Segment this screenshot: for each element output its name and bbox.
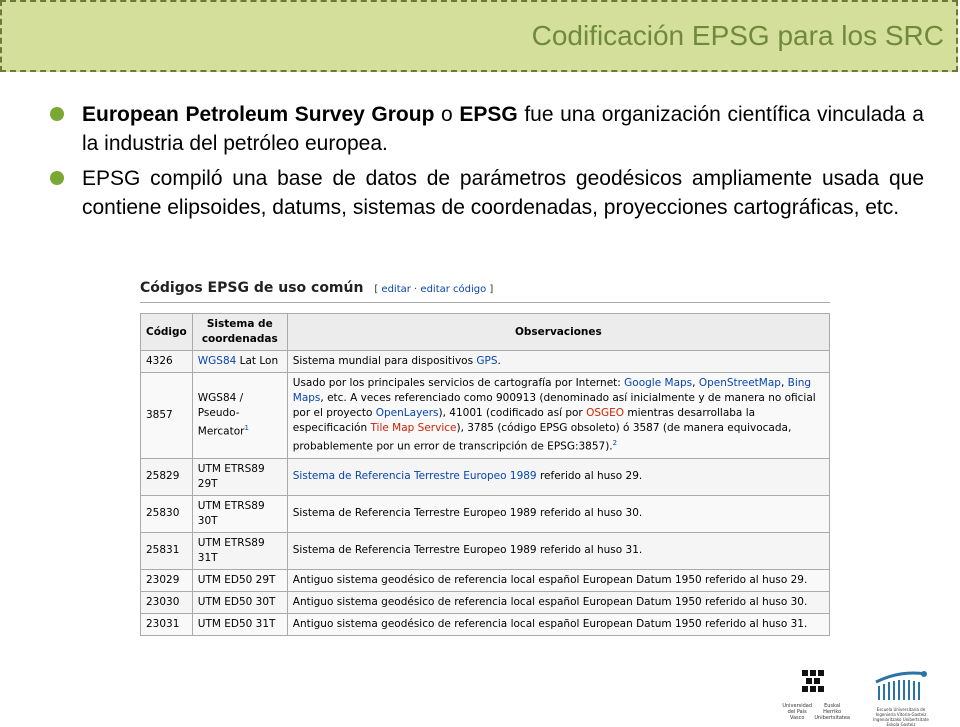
eui-emblem-icon bbox=[870, 668, 932, 702]
cell-text: mientras desarrollaba la especificación bbox=[292, 407, 756, 434]
slide-title: Codificación EPSG para los SRC bbox=[531, 20, 944, 51]
cell-observations: Antiguo sistema geodésico de referencia local español European Datum 1950 referido al huso 29. bbox=[287, 569, 829, 591]
cell-system: UTM ETRS89 29T bbox=[192, 458, 287, 495]
cell-text: Usado por los principales servicios de cartografía por Internet: bbox=[292, 377, 625, 389]
cell-observations: Sistema de Referencia Terrestre Europeo 1989 referido al huso 30. bbox=[287, 495, 829, 532]
footer-logos bbox=[780, 668, 960, 727]
bullet-text: o bbox=[434, 103, 460, 126]
cell-code: 3857 bbox=[141, 373, 193, 459]
edit-bracket: ] bbox=[486, 284, 494, 295]
cell-system: UTM ED50 30T bbox=[192, 591, 287, 613]
srte-1989-link[interactable]: Sistema de Referencia Terrestre Europeo 1989 bbox=[292, 470, 537, 482]
cell-code: 25831 bbox=[141, 532, 193, 569]
upv-name: Universidad del País Vasco bbox=[782, 703, 813, 721]
cell-text: . bbox=[497, 355, 501, 367]
edit-separator: · bbox=[410, 284, 421, 295]
epsg-table bbox=[140, 313, 830, 636]
cell-observations: Sistema de Referencia Terrestre Europeo 1989 referido al huso 31. bbox=[287, 532, 829, 569]
table-row bbox=[141, 373, 830, 459]
bullet-text: EPSG compiló una base de datos de parámetros geodésicos ampliamente usada que contiene elipsoides, datums, sistemas de coordenadas, proyecciones cartográficas, etc. bbox=[82, 167, 924, 219]
cell-text: , bbox=[780, 377, 788, 389]
bullet-bold-term: EPSG bbox=[459, 103, 518, 126]
bullet-list bbox=[48, 100, 924, 228]
upv-ehu-emblem-icon bbox=[780, 668, 850, 698]
cell-code: 25830 bbox=[141, 495, 193, 532]
bullet-dot-icon bbox=[50, 171, 64, 185]
table-header-row bbox=[141, 314, 830, 351]
cell-text: ), 3785 (código EPSG obsoleto) ó 3587 (de manera equivocada, probablemente por un error de transcripción de EPSG:3857). bbox=[292, 422, 792, 453]
bullet-item bbox=[48, 100, 924, 158]
table-row bbox=[141, 351, 830, 373]
ehu-name: Euskal Herriko Unibertsitatea bbox=[814, 703, 850, 721]
cell-code: 23029 bbox=[141, 569, 193, 591]
cell-system: UTM ETRS89 31T bbox=[192, 532, 287, 569]
bullet-item bbox=[48, 164, 924, 222]
gps-link[interactable]: GPS bbox=[476, 355, 498, 367]
column-header-code: Código bbox=[141, 314, 193, 351]
openlayers-link[interactable]: OpenLayers bbox=[375, 407, 439, 419]
column-header-observations: Observaciones bbox=[287, 314, 829, 351]
footnote-ref-2[interactable]: 2 bbox=[612, 439, 618, 447]
edit-link[interactable]: editar bbox=[381, 284, 411, 295]
cell-code: 23031 bbox=[141, 613, 193, 635]
cell-text: Sistema mundial para dispositivos bbox=[292, 355, 477, 367]
column-header-system: Sistema de coordenadas bbox=[192, 314, 287, 351]
table-row bbox=[141, 591, 830, 613]
openstreetmap-link[interactable]: OpenStreetMap bbox=[698, 377, 781, 389]
bullet-dot-icon bbox=[50, 107, 64, 121]
cell-code: 23030 bbox=[141, 591, 193, 613]
tile-map-service-link[interactable]: Tile Map Service bbox=[370, 422, 457, 434]
cell-text: , etc. A veces referenciado como 900913 (denominado así inicialmente y de manera no oficial por el proyecto bbox=[292, 392, 816, 419]
footnote-ref-1[interactable]: 1 bbox=[244, 424, 249, 432]
table-row bbox=[141, 569, 830, 591]
table-row bbox=[141, 532, 830, 569]
cell-observations: Antiguo sistema geodésico de referencia local español European Datum 1950 referido al huso 31. bbox=[287, 613, 829, 635]
cell-text: referido al huso 29. bbox=[536, 470, 643, 482]
cell-observations: Antiguo sistema geodésico de referencia local español European Datum 1950 referido al huso 30. bbox=[287, 591, 829, 613]
edit-links bbox=[374, 284, 493, 295]
cell-text: WGS84 / Pseudo-Mercator bbox=[197, 392, 245, 438]
cell-text: ), 41001 (codificado así por bbox=[438, 407, 587, 419]
cell-text: Lat Lon bbox=[236, 355, 279, 367]
wiki-heading-text: Códigos EPSG de uso común bbox=[140, 280, 364, 296]
cell-system: UTM ED50 29T bbox=[192, 569, 287, 591]
cell-system: UTM ED50 31T bbox=[192, 613, 287, 635]
bullet-bold-term: European Petroleum Survey Group bbox=[82, 103, 435, 126]
bing-maps-link[interactable]: Bing Maps bbox=[292, 377, 812, 404]
slide-header bbox=[0, 0, 958, 72]
cell-observations bbox=[287, 458, 829, 495]
cell-system: UTM ETRS89 30T bbox=[192, 495, 287, 532]
edit-bracket: [ bbox=[374, 284, 382, 295]
cell-code: 25829 bbox=[141, 458, 193, 495]
cell-text: , bbox=[692, 377, 699, 389]
eui-vitoria-logo bbox=[870, 668, 932, 727]
osgeo-link[interactable]: OSGEO bbox=[586, 407, 625, 419]
eui-name: Escuela Universitaria de Ingeniería Vitoria-Gasteiz Ingeniaritzako Unibertsitate Eskola Gasteiz bbox=[873, 707, 929, 727]
wiki-screenshot bbox=[140, 280, 830, 636]
edit-code-link[interactable]: editar código bbox=[420, 284, 487, 295]
cell-system bbox=[192, 351, 287, 373]
table-row bbox=[141, 613, 830, 635]
wgs84-link[interactable]: WGS84 bbox=[197, 355, 237, 367]
upv-ehu-logo bbox=[780, 668, 850, 720]
cell-code: 4326 bbox=[141, 351, 193, 373]
bullet-text: fue una organización científica vinculada a la industria del petróleo europea. bbox=[82, 103, 924, 155]
cell-observations bbox=[287, 373, 829, 459]
cell-observations bbox=[287, 351, 829, 373]
google-maps-link[interactable]: Google Maps bbox=[624, 377, 693, 389]
cell-system bbox=[192, 373, 287, 459]
table-row bbox=[141, 458, 830, 495]
table-row bbox=[141, 495, 830, 532]
wiki-section-heading bbox=[140, 280, 830, 303]
